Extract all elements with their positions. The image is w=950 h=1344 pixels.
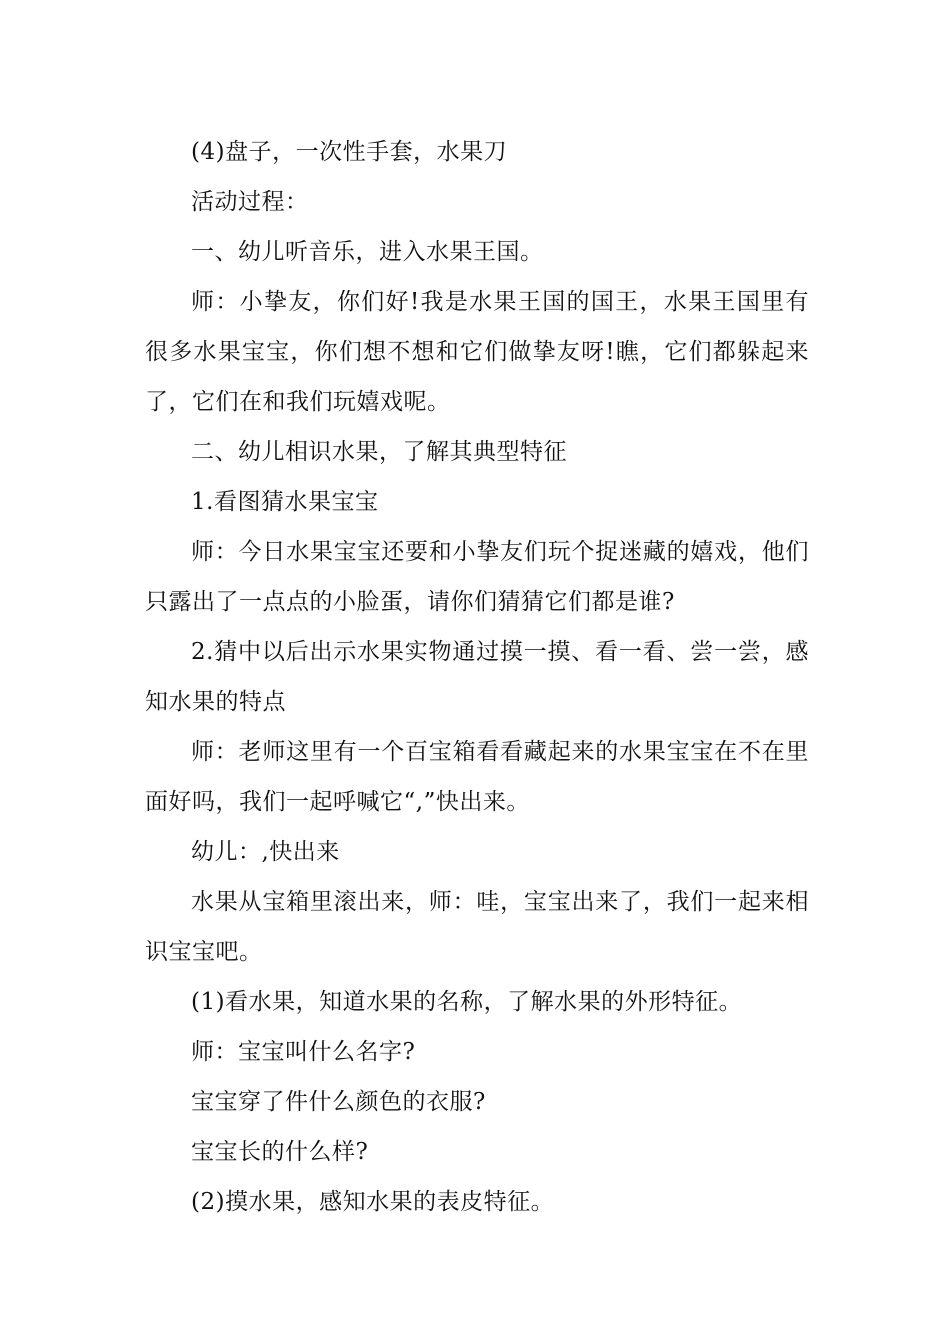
paragraph-question-shape: 宝宝长的什么样? (191, 1139, 369, 1165)
document-body (145, 127, 809, 1227)
paragraph-children-reply: 幼儿：,快出来 (191, 839, 340, 865)
paragraph-activity-process: 活动过程： (191, 189, 309, 215)
paragraph-fruit-rolls-out: 水果从宝箱里滚出来，师：哇，宝宝出来了，我们一起来相识宝宝吧。 (145, 889, 809, 965)
paragraph-teacher-hide-seek: 师：今日水果宝宝还要和小挚友们玩个捉迷藏的嬉戏，他们只露出了一点点的小脸蛋，请你们猜猜它们都是谁? (145, 539, 809, 615)
paragraph-question-name: 师：宝宝叫什么名字? (191, 1039, 416, 1065)
paragraph-teacher-treasure-box: 师：老师这里有一个百宝箱看看藏起来的水果宝宝在不在里面好吗，我们一起呼喊它“,”快出来。 (145, 739, 809, 815)
paragraph-materials-plate: (4)盘子，一次性手套，水果刀 (191, 139, 508, 165)
paragraph-touch-fruit: (2)摸水果，感知水果的表皮特征。 (191, 1189, 555, 1215)
paragraph-question-color: 宝宝穿了件什么颜色的衣服? (191, 1089, 486, 1115)
paragraph-step-two: 2.猜中以后出示水果实物通过摸一摸、看一看、尝一尝，感知水果的特点 (145, 639, 809, 715)
paragraph-look-at-fruit: (1)看水果，知道水果的名称，了解水果的外形特征。 (191, 989, 743, 1015)
paragraph-teacher-greeting: 师：小挚友，你们好!我是水果王国的国王，水果王国里有很多水果宝宝，你们想不想和它们做挚友呀!瞧，它们都躲起来了，它们在和我们玩嬉戏呢。 (145, 289, 809, 415)
paragraph-section-two: 二、幼儿相识水果，了解其典型特征 (191, 439, 567, 465)
paragraph-step-one: 1.看图猜水果宝宝 (191, 489, 379, 515)
paragraph-section-one: 一、幼儿听音乐，进入水果王国。 (191, 239, 544, 265)
